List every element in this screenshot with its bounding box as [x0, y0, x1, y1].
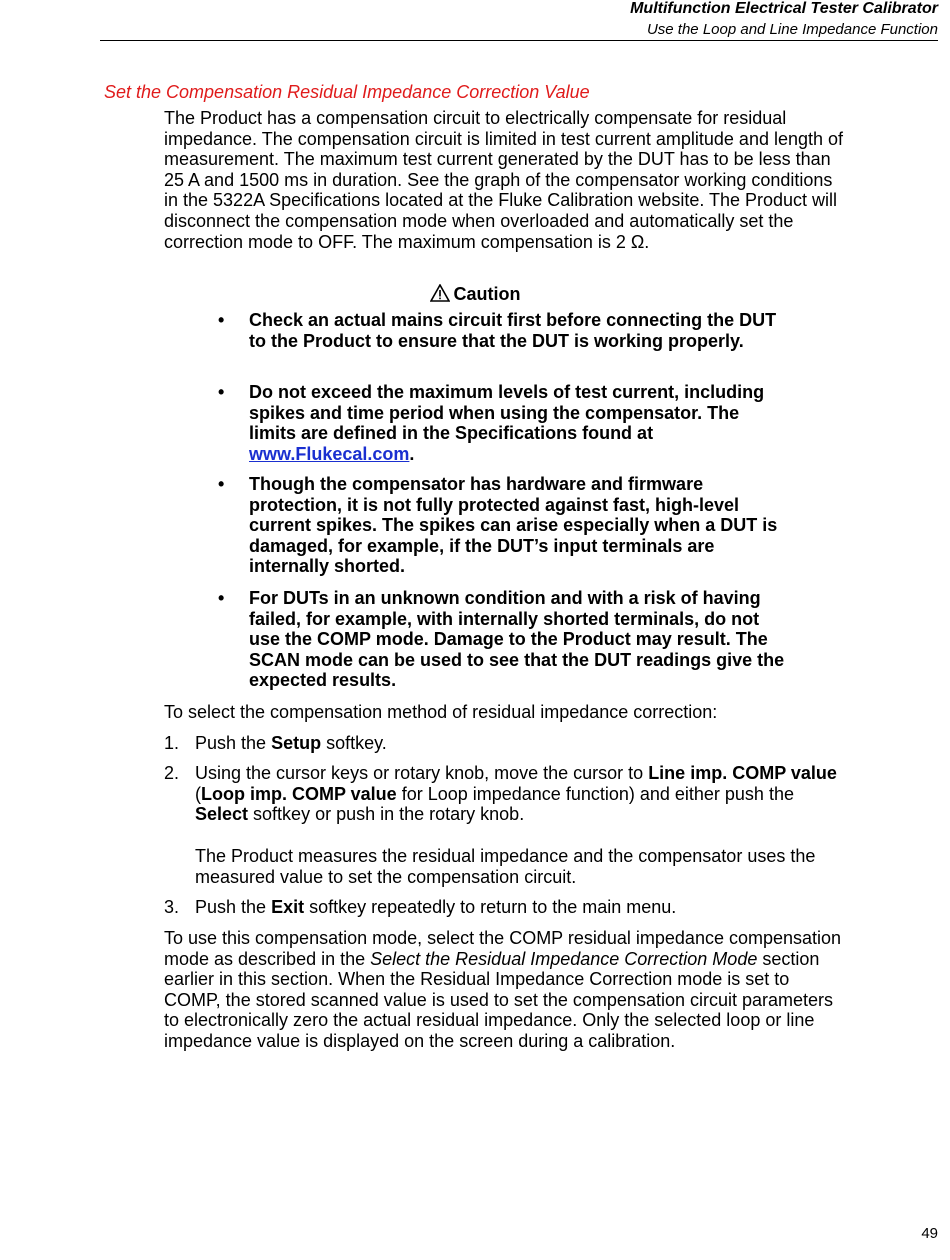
caution-item: [249, 382, 789, 464]
header-divider: [100, 40, 938, 41]
final-paragraph: To use this compensation mode, select the COMP residual impedance compensation mode as described in the Select the Residual Impedance Correction Mode section earlier in this section. When the Residual Impedance Correction mode is set to COMP, the stored scanned value is used to set the compensation circuit parameters to electronically zero the actual residual impedance. Only the selected loop or line impedance value is displayed on the screen during a calibration.: [164, 928, 842, 1051]
warning-triangle-icon: [430, 284, 450, 302]
caution-item: For DUTs in an unknown condition and with a risk of having failed, for example, with internally shorted terminals, do not use the COMP mode. Damage to the Product may result. The SCAN mode can be used to see that the DUT readings give the expected results.: [249, 588, 785, 691]
exit-softkey-label: Exit: [271, 897, 305, 917]
step-1: Push the Setup softkey.: [195, 733, 387, 753]
step-3: Push the Exit softkey repeatedly to return to the main menu.: [195, 897, 677, 917]
bullet-icon: •: [218, 588, 225, 608]
caution-item: Check an actual mains circuit first before connecting the DUT to the Product to ensure that the DUT is working properly.: [249, 310, 777, 351]
caution-item-text: Do not exceed the maximum levels of test current, including spikes and time period when using the compensator. The limits are defined in the Specifications found at: [249, 382, 765, 444]
header-subtitle: Use the Loop and Line Impedance Function: [646, 21, 938, 38]
setup-softkey-label: Setup: [271, 733, 322, 753]
intro-paragraph: The Product has a compensation circuit to electrically compensate for residual impedance. The compensation circuit is limited in test current amplitude and length of measurement. The maximum test current generated by the DUT has to be less than 25 A and 1500 ms in duration. See the graph of the compensator working conditions in the 5322A Specifications located at the Fluke Calibration website. The Product will disconnect the compensation mode when overloaded and automatically set the correction mode to OFF. The maximum compensation is 2 Ω.: [164, 108, 844, 252]
header-title: Multifunction Electrical Tester Calibrator: [630, 0, 938, 17]
bullet-icon: •: [218, 474, 225, 494]
step-2: Using the cursor keys or rotary knob, move the cursor to Line imp. COMP value (Loop imp. COMP value for Loop impedance function) and either push the Select softkey or push in the rotary knob.: [195, 763, 837, 825]
step-number: 1.: [164, 733, 180, 753]
page-number: 49: [921, 1225, 938, 1242]
step-2-note: The Product measures the residual impedance and the compensator uses the measured value to set the compensation circuit.: [195, 846, 816, 887]
step-number: 3.: [164, 897, 180, 917]
caution-item: Though the compensator has hardware and firmware protection, it is not fully protected against fast, high-level current spikes. The spikes can arise especially when a DUT is damaged, for example, if the DUT’s input terminals are internally shorted.: [249, 474, 778, 577]
step-number: 2.: [164, 763, 180, 783]
steps-intro: To select the compensation method of residual impedance correction:: [164, 702, 718, 722]
bullet-icon: •: [218, 310, 225, 330]
caution-label: Caution: [453, 284, 521, 304]
flukecal-link[interactable]: www.Flukecal.com: [249, 443, 410, 464]
caution-item-suffix: .: [409, 443, 415, 464]
section-title: Set the Compensation Residual Impedance Correction Value: [104, 82, 590, 102]
bullet-icon: •: [218, 382, 225, 402]
caution-heading: [0, 284, 950, 305]
section-reference: Select the Residual Impedance Correction Mode: [370, 948, 758, 969]
